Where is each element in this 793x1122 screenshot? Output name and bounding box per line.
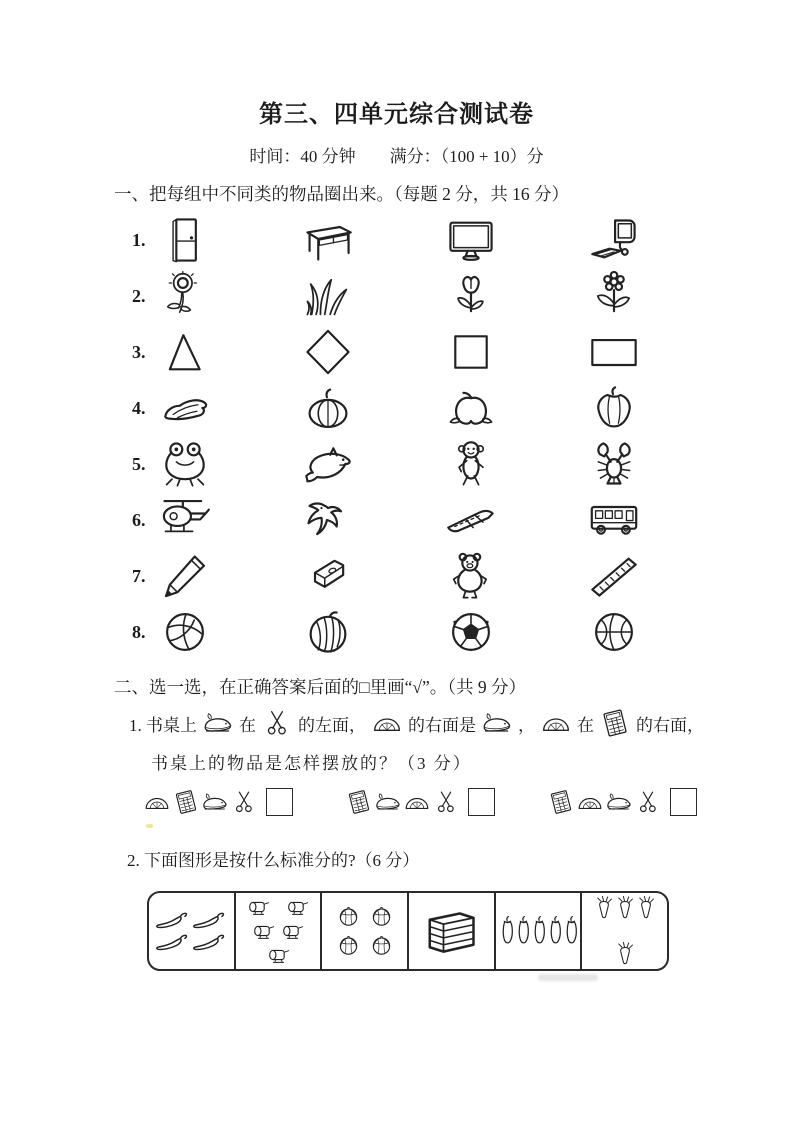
book-stack-icon <box>420 901 482 961</box>
peach-icon <box>445 382 497 434</box>
chili-icon <box>192 932 227 952</box>
row-number: 1. <box>132 229 146 250</box>
stapler-icon <box>201 788 229 816</box>
item-cell <box>588 550 731 602</box>
watermelon-icon <box>302 606 354 658</box>
question-text-segment: 1. 书桌上 <box>129 715 197 735</box>
answer-checkbox[interactable] <box>468 788 495 816</box>
item-row <box>132 380 793 436</box>
triangle-icon <box>159 326 211 378</box>
question-text-segment: ， <box>518 715 535 735</box>
chili-icon <box>155 932 190 952</box>
item-cell <box>159 550 302 602</box>
chili-icon <box>192 910 227 930</box>
calculator-icon <box>597 707 633 739</box>
section1-heading: 一、把每组中不同类的物品圈出来。（每题 2 分，共 16 分） <box>114 184 569 204</box>
dolphin-icon <box>302 438 354 490</box>
carrot-icon <box>615 891 634 931</box>
door-icon <box>159 214 211 266</box>
sharpener-icon <box>302 550 354 602</box>
item-cell <box>588 438 731 490</box>
question-1-options <box>143 788 793 816</box>
pumpkin-icon <box>302 382 354 434</box>
item-row <box>132 268 793 324</box>
item-cell <box>159 382 302 434</box>
question-1-line <box>129 707 779 739</box>
time-score-line: 时间：40 分钟 满分：（100 + 10）分 <box>249 147 544 166</box>
item-cell <box>302 214 445 266</box>
item-cell <box>588 270 731 322</box>
item-row <box>132 212 793 268</box>
cabbage-head-icon <box>368 932 395 959</box>
flower-plant-icon <box>588 270 640 322</box>
stapler-icon <box>374 788 402 816</box>
frog-icon <box>159 438 211 490</box>
teddy-bear-icon <box>445 550 497 602</box>
item-cell <box>588 494 731 546</box>
scissors-icon <box>432 788 460 816</box>
calculator-icon <box>547 788 575 816</box>
lobster-icon <box>588 438 640 490</box>
carrot-icon <box>594 891 613 931</box>
item-row <box>132 324 793 380</box>
answer-option <box>143 788 293 816</box>
cup-icon <box>285 896 310 918</box>
scan-smudge <box>538 974 598 981</box>
grid-cell-eggplant <box>496 893 583 969</box>
cabbage-head-icon <box>335 932 362 959</box>
section1-rows <box>132 212 793 660</box>
eggplant-icon <box>515 905 530 957</box>
monkey-icon <box>445 438 497 490</box>
desk-icon <box>302 214 354 266</box>
scissors-icon <box>634 788 662 816</box>
cup-icon <box>246 896 271 918</box>
flower-bouquet-icon <box>159 270 211 322</box>
row-number: 2. <box>132 285 146 306</box>
basketball-icon <box>588 606 640 658</box>
stapler-icon <box>200 707 236 739</box>
row-number: 6. <box>132 509 146 530</box>
item-cell <box>159 326 302 378</box>
soccer-ball-icon <box>445 606 497 658</box>
calculator-icon <box>345 788 373 816</box>
grid-cell-book-stack <box>409 893 496 969</box>
question-text-segment: 的右面是 <box>408 715 476 735</box>
row-number: 5. <box>132 453 146 474</box>
item-cell <box>159 214 302 266</box>
square-icon <box>445 326 497 378</box>
protractor-icon <box>369 707 405 739</box>
ruler-icon <box>588 550 640 602</box>
eggplant-icon <box>499 905 514 957</box>
item-cell <box>445 270 588 322</box>
item-row <box>132 436 793 492</box>
question-2-grid <box>147 891 669 971</box>
protractor-icon <box>143 788 171 816</box>
answer-option <box>547 788 697 816</box>
item-cell <box>302 326 445 378</box>
cup-icon <box>280 920 305 942</box>
chili-icon <box>155 910 190 930</box>
bird-icon <box>302 494 354 546</box>
item-cell <box>159 270 302 322</box>
eggplant-icon <box>531 905 546 957</box>
computer-icon <box>588 214 640 266</box>
cup-icon <box>266 944 291 966</box>
item-cell <box>302 606 445 658</box>
answer-checkbox[interactable] <box>266 788 293 816</box>
item-row <box>132 548 793 604</box>
pencil-icon <box>159 550 211 602</box>
grass-icon <box>302 270 354 322</box>
scissors-icon <box>230 788 258 816</box>
question-2-heading: 2. 下面图形是按什么标准分的?（6 分） <box>127 851 420 870</box>
carrot-icon <box>615 931 634 971</box>
item-cell <box>159 438 302 490</box>
item-cell <box>302 270 445 322</box>
grid-cell-carrot <box>582 893 667 969</box>
item-cell <box>445 550 588 602</box>
diamond-icon <box>302 326 354 378</box>
item-cell <box>445 382 588 434</box>
answer-checkbox[interactable] <box>670 788 697 816</box>
calculator-icon <box>172 788 200 816</box>
rectangle-icon <box>588 326 640 378</box>
tv-icon <box>445 214 497 266</box>
cup-icon <box>251 920 276 942</box>
item-row <box>132 492 793 548</box>
volleyball-icon <box>159 606 211 658</box>
item-cell <box>445 326 588 378</box>
item-cell <box>159 494 302 546</box>
row-number: 7. <box>132 565 146 586</box>
eggplant-icon <box>547 905 562 957</box>
grid-cell-chili <box>149 893 236 969</box>
grid-cell-cabbage-head <box>322 893 409 969</box>
item-row <box>132 604 793 660</box>
cabbage-icon <box>159 382 211 434</box>
airplane-icon <box>445 494 497 546</box>
question-text-segment: 在 <box>239 715 256 735</box>
stapler-icon <box>479 707 515 739</box>
protractor-icon <box>403 788 431 816</box>
tulip-icon <box>445 270 497 322</box>
item-cell <box>445 494 588 546</box>
grid-cell-cup <box>236 893 323 969</box>
item-cell <box>588 326 731 378</box>
item-cell <box>445 214 588 266</box>
item-cell <box>445 438 588 490</box>
item-cell <box>302 382 445 434</box>
question-text-segment: 的右面， <box>636 715 704 735</box>
question-text-segment: 在 <box>577 715 594 735</box>
helicopter-icon <box>159 494 211 546</box>
protractor-icon <box>576 788 604 816</box>
item-cell <box>302 438 445 490</box>
page-title: 第三、四单元综合测试卷 <box>259 102 534 128</box>
bus-icon <box>588 494 640 546</box>
item-cell <box>588 214 731 266</box>
scissors-icon <box>259 707 295 739</box>
item-cell <box>159 606 302 658</box>
item-cell <box>302 494 445 546</box>
item-cell <box>445 606 588 658</box>
stapler-icon <box>605 788 633 816</box>
cabbage-head-icon <box>335 903 362 930</box>
section2-heading: 二、选一选，在正确答案后面的□里画“√”。（共 9 分） <box>114 677 526 697</box>
row-number: 8. <box>132 621 146 642</box>
eggplant-icon <box>563 905 578 957</box>
item-cell <box>588 606 731 658</box>
item-cell <box>302 550 445 602</box>
row-number: 4. <box>132 397 146 418</box>
protractor-icon <box>538 707 574 739</box>
carrot-icon <box>636 891 655 931</box>
question-text-segment: 的左面， <box>298 715 366 735</box>
cabbage-head-icon <box>368 903 395 930</box>
answer-option <box>345 788 495 816</box>
scan-artifact <box>146 824 153 828</box>
question-1-line2: 书桌上的物品是怎样摆放的？（3 分） <box>151 754 472 773</box>
bell-pepper-icon <box>588 382 640 434</box>
row-number: 3. <box>132 341 146 362</box>
item-cell <box>588 382 731 434</box>
